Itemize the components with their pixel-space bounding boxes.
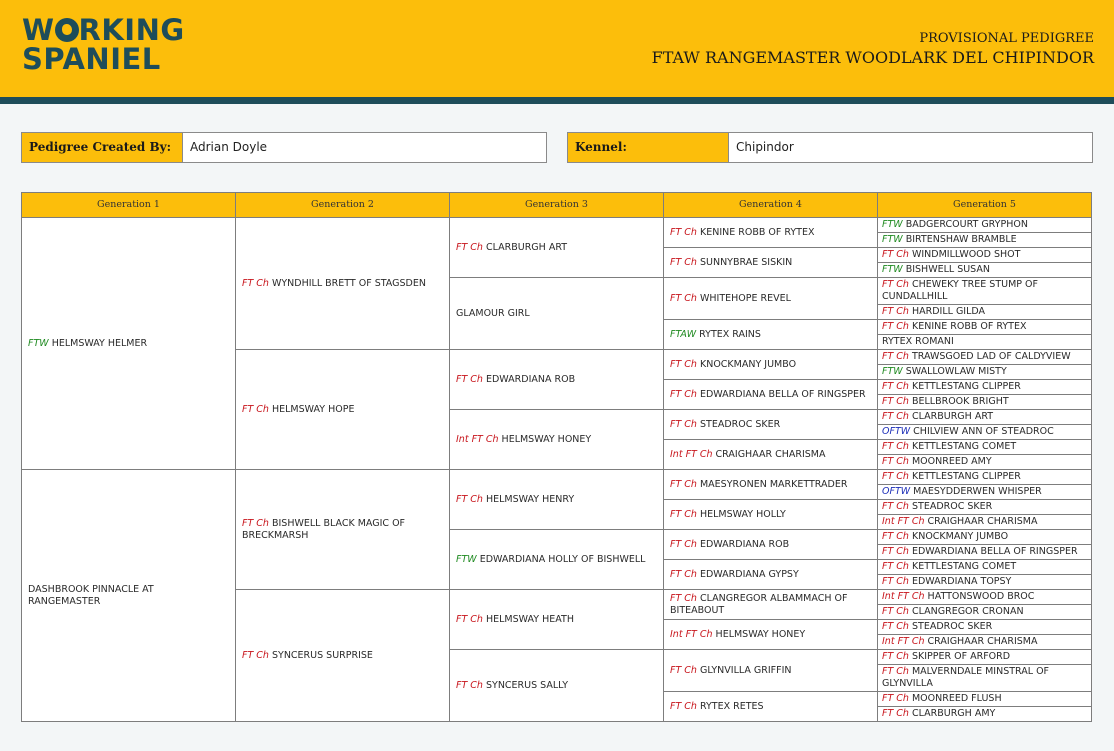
dog-title: FT Ch <box>670 538 697 550</box>
dog-name: SYNCERUS SALLY <box>485 679 568 691</box>
dog-name: MALVERNDALE MINSTRAL OF GLYNVILLA <box>882 666 1050 689</box>
generation-5-dog-29 <box>878 650 1092 665</box>
dog-name: EDWARDIANA TOPSY <box>911 576 1012 587</box>
logo-text-rking: RKING <box>78 13 185 47</box>
dog-title: FT Ch <box>882 576 909 587</box>
generation-3-dog-2 <box>450 278 664 350</box>
generation-1-dog-2 <box>22 470 236 722</box>
logo-line-2: SPANIEL <box>22 42 161 76</box>
generation-3-dog-1 <box>450 218 664 278</box>
generation-4-dog-4 <box>664 320 878 350</box>
dog-title: Int FT Ch <box>456 433 499 445</box>
dog-title: FT Ch <box>670 358 697 370</box>
dog-name: SWALLOWLAW MISTY <box>905 366 1007 377</box>
generation-4-dog-6 <box>664 380 878 410</box>
generation-3-dog-5 <box>450 470 664 530</box>
dog-title: FTW <box>882 234 903 245</box>
dog-name: STEADROC SKER <box>911 621 993 632</box>
generation-2-dog-3 <box>236 470 450 590</box>
pedigree-row <box>22 218 1092 233</box>
dog-name: CLANGREGOR ALBAMMACH OF BITEABOUT <box>670 592 848 616</box>
dog-title: Int FT Ch <box>882 516 925 527</box>
dog-title: FT Ch <box>882 531 909 542</box>
dog-title: Int FT Ch <box>670 628 713 640</box>
generation-1-header: Generation 1 <box>22 193 236 218</box>
dog-name: BISHWELL SUSAN <box>905 264 990 275</box>
dog-name: MAESYDDERWEN WHISPER <box>913 486 1042 497</box>
dog-title: FT Ch <box>882 501 909 512</box>
generation-4-dog-16 <box>664 692 878 722</box>
dog-name: WYNDHILL BRETT OF STAGSDEN <box>271 277 426 289</box>
generation-3-dog-7 <box>450 590 664 650</box>
dog-name: HELMSWAY HONEY <box>715 628 806 640</box>
generation-5-dog-10 <box>878 365 1092 380</box>
dog-title: FT Ch <box>882 693 909 704</box>
generation-5-dog-19 <box>878 500 1092 515</box>
dog-title: Int FT Ch <box>882 636 925 647</box>
dog-title: FT Ch <box>882 441 909 452</box>
generation-5-dog-28 <box>878 635 1092 650</box>
generation-5-dog-2 <box>878 233 1092 248</box>
dog-title: FT Ch <box>670 592 697 604</box>
generation-5-dog-4 <box>878 263 1092 278</box>
dog-name: CRAIGHAAR CHARISMA <box>927 516 1038 527</box>
dog-title: FT Ch <box>670 568 697 580</box>
dog-name: CLANGREGOR CRONAN <box>911 606 1024 617</box>
dog-name: KETTLESTANG CLIPPER <box>911 381 1021 392</box>
generation-3-dog-3 <box>450 350 664 410</box>
pedigree-row <box>22 470 1092 485</box>
generation-5-dog-3 <box>878 248 1092 263</box>
dog-name: STEADROC SKER <box>699 418 781 430</box>
generation-3-dog-8 <box>450 650 664 722</box>
dog-name: HARDILL GILDA <box>911 306 986 317</box>
dog-title: FT Ch <box>882 546 909 557</box>
dog-name: RYTEX ROMANI <box>882 336 954 347</box>
dog-title: FTW <box>882 366 903 377</box>
dog-name: BELLBROOK BRIGHT <box>911 396 1009 407</box>
kennel-field <box>567 132 1093 163</box>
generation-4-dog-14 <box>664 620 878 650</box>
generation-5-dog-30 <box>878 665 1092 692</box>
generation-4-dog-12 <box>664 560 878 590</box>
dog-title: FT Ch <box>670 256 697 268</box>
dog-name: BADGERCOURT GRYPHON <box>905 219 1028 230</box>
created-by-field <box>21 132 547 163</box>
generation-5-dog-20 <box>878 515 1092 530</box>
dog-name: CHEWEKY TREE STUMP OF CUNDALLHILL <box>882 279 1038 302</box>
generation-5-header: Generation 5 <box>878 193 1092 218</box>
dog-title: FT Ch <box>882 279 909 290</box>
dog-title: FT Ch <box>670 418 697 430</box>
dog-name: CLARBURGH AMY <box>911 708 996 719</box>
dog-title: FT Ch <box>456 241 483 253</box>
dog-name: RYTEX RETES <box>699 700 764 712</box>
generation-header-row <box>22 193 1092 218</box>
generation-2-dog-4 <box>236 590 450 722</box>
dog-name: MOONREED FLUSH <box>911 693 1002 704</box>
dog-name: CRAIGHAAR CHARISMA <box>927 636 1038 647</box>
generation-5-dog-14 <box>878 425 1092 440</box>
dog-name: HELMSWAY HEATH <box>485 613 574 625</box>
dog-name: HATTONSWOOD BROC <box>927 591 1035 602</box>
dog-name: KNOCKMANY JUMBO <box>911 531 1009 542</box>
generation-1-dog-1 <box>22 218 236 470</box>
dog-title: FT Ch <box>670 700 697 712</box>
dog-title: FT Ch <box>882 621 909 632</box>
generation-5-dog-27 <box>878 620 1092 635</box>
generation-5-dog-32 <box>878 707 1092 722</box>
dog-title: Int FT Ch <box>670 448 713 460</box>
dog-name: HELMSWAY HONEY <box>501 433 592 445</box>
dog-title: FTW <box>28 337 49 349</box>
dog-name: EDWARDIANA ROB <box>485 373 576 385</box>
generation-5-dog-12 <box>878 395 1092 410</box>
generation-5-dog-9 <box>878 350 1092 365</box>
dog-title: FT Ch <box>670 388 697 400</box>
generation-4-dog-10 <box>664 500 878 530</box>
dog-title: FTW <box>456 553 477 565</box>
generation-4-dog-3 <box>664 278 878 320</box>
dog-name: MOONREED AMY <box>911 456 992 467</box>
dog-title: FT Ch <box>882 561 909 572</box>
dog-name: GLAMOUR GIRL <box>456 307 530 319</box>
generation-4-dog-15 <box>664 650 878 692</box>
dog-name: KNOCKMANY JUMBO <box>699 358 797 370</box>
generation-4-dog-9 <box>664 470 878 500</box>
generation-3-header: Generation 3 <box>450 193 664 218</box>
dog-name: GLYNVILLA GRIFFIN <box>699 664 792 676</box>
dog-name: EDWARDIANA BELLA OF RINGSPER <box>699 388 866 400</box>
dog-name: CLARBURGH ART <box>485 241 568 253</box>
dog-title: FT Ch <box>242 649 269 661</box>
dog-title: FT Ch <box>882 456 909 467</box>
generation-5-dog-26 <box>878 605 1092 620</box>
dog-name: BISHWELL BLACK MAGIC OF BRECKMARSH <box>242 517 406 541</box>
dog-title: FT Ch <box>882 306 909 317</box>
dog-title: FT Ch <box>882 381 909 392</box>
dog-name: MAESYRONEN MARKETTRADER <box>699 478 848 490</box>
dog-title: FT Ch <box>882 471 909 482</box>
dog-title: FT Ch <box>670 226 697 238</box>
generation-5-dog-11 <box>878 380 1092 395</box>
dog-title: FT Ch <box>670 664 697 676</box>
dog-name: CRAIGHAAR CHARISMA <box>715 448 826 460</box>
generation-5-dog-8 <box>878 335 1092 350</box>
dog-title: FT Ch <box>882 651 909 662</box>
generation-5-dog-17 <box>878 470 1092 485</box>
generation-5-dog-23 <box>878 560 1092 575</box>
working-spaniel-logo[interactable] <box>22 13 185 76</box>
dog-name: HELMSWAY HOPE <box>271 403 355 415</box>
dog-name: RYTEX RAINS <box>699 328 761 340</box>
dog-name: HELMSWAY HELMER <box>51 337 148 349</box>
generation-4-dog-11 <box>664 530 878 560</box>
dog-name: HELMSWAY HOLLY <box>699 508 786 520</box>
dog-title: FT Ch <box>670 478 697 490</box>
dog-title: OFTW <box>882 486 911 497</box>
dog-name: KETTLESTANG COMET <box>911 441 1017 452</box>
page-subtitle: PROVISIONAL PEDIGREE <box>919 31 1094 46</box>
generation-5-dog-22 <box>878 545 1092 560</box>
dog-name: TRAWSGOED LAD OF CALDYVIEW <box>911 351 1071 362</box>
generation-5-dog-1 <box>878 218 1092 233</box>
dog-title: FT Ch <box>242 517 269 529</box>
dog-title: FT Ch <box>882 249 909 260</box>
dog-name: WHITEHOPE REVEL <box>699 292 791 304</box>
dog-title: FT Ch <box>670 292 697 304</box>
spaniel-head-icon <box>55 18 79 42</box>
generation-2-dog-2 <box>236 350 450 470</box>
dog-name: KETTLESTANG COMET <box>911 561 1017 572</box>
generation-3-dog-6 <box>450 530 664 590</box>
dog-title: FT Ch <box>456 373 483 385</box>
dog-title: FT Ch <box>882 351 909 362</box>
generation-4-dog-8 <box>664 440 878 470</box>
page-title-block <box>652 31 1094 68</box>
created-by-label: Pedigree Created By: <box>22 133 183 162</box>
dog-name: KENINE ROBB OF RYTEX <box>911 321 1027 332</box>
generation-5-dog-7 <box>878 320 1092 335</box>
dog-name: SKIPPER OF ARFORD <box>911 651 1011 662</box>
dog-name: SYNCERUS SURPRISE <box>271 649 373 661</box>
dog-name: EDWARDIANA BELLA OF RINGSPER <box>911 546 1078 557</box>
dog-name: SUNNYBRAE SISKIN <box>699 256 793 268</box>
page-title: FTAW RANGEMASTER WOODLARK DEL CHIPINDOR <box>651 48 1094 67</box>
dog-name: WINDMILLWOOD SHOT <box>911 249 1021 260</box>
created-by-value: Adrian Doyle <box>190 140 268 154</box>
generation-4-dog-1 <box>664 218 878 248</box>
generation-3-dog-4 <box>450 410 664 470</box>
generation-5-dog-21 <box>878 530 1092 545</box>
generation-2-header: Generation 2 <box>236 193 450 218</box>
kennel-value: Chipindor <box>736 140 794 154</box>
dog-title: FT Ch <box>456 613 483 625</box>
generation-2-dog-1 <box>236 218 450 350</box>
dog-title: FT Ch <box>242 403 269 415</box>
generation-5-dog-15 <box>878 440 1092 455</box>
dog-title: FT Ch <box>456 493 483 505</box>
dog-title: FT Ch <box>456 679 483 691</box>
pedigree-table <box>21 192 1092 722</box>
generation-4-dog-7 <box>664 410 878 440</box>
generation-5-dog-18 <box>878 485 1092 500</box>
generation-5-dog-5 <box>878 278 1092 305</box>
generation-5-dog-16 <box>878 455 1092 470</box>
header-stripe <box>0 97 1114 104</box>
pedigree-body <box>22 218 1092 722</box>
dog-title: FT Ch <box>242 277 269 289</box>
generation-5-dog-24 <box>878 575 1092 590</box>
dog-name: CLARBURGH ART <box>911 411 994 422</box>
generation-5-dog-13 <box>878 410 1092 425</box>
dog-title: Int FT Ch <box>882 591 925 602</box>
dog-title: FT Ch <box>882 321 909 332</box>
dog-title: FT Ch <box>882 396 909 407</box>
dog-name: BIRTENSHAW BRAMBLE <box>905 234 1017 245</box>
dog-name: EDWARDIANA ROB <box>699 538 790 550</box>
dog-name: CHILVIEW ANN OF STEADROC <box>913 426 1054 437</box>
generation-5-dog-6 <box>878 305 1092 320</box>
dog-name: DASHBROOK PINNACLE AT RANGEMASTER <box>28 583 154 607</box>
generation-4-dog-13 <box>664 590 878 620</box>
dog-title: FTW <box>882 264 903 275</box>
dog-name: EDWARDIANA HOLLY OF BISHWELL <box>479 553 646 565</box>
dog-name: STEADROC SKER <box>911 501 993 512</box>
generation-4-dog-2 <box>664 248 878 278</box>
dog-title: FT Ch <box>670 508 697 520</box>
dog-title: FT Ch <box>882 411 909 422</box>
dog-name: KETTLESTANG CLIPPER <box>911 471 1021 482</box>
dog-name: HELMSWAY HENRY <box>485 493 575 505</box>
dog-title: FT Ch <box>882 606 909 617</box>
logo-line-1 <box>22 13 185 47</box>
kennel-label: Kennel: <box>568 133 729 162</box>
logo-text-w: W <box>22 13 55 47</box>
generation-5-dog-25 <box>878 590 1092 605</box>
generation-4-dog-5 <box>664 350 878 380</box>
dog-name: EDWARDIANA GYPSY <box>699 568 799 580</box>
dog-title: FTAW <box>670 328 697 340</box>
dog-title: FTW <box>882 219 903 230</box>
dog-title: FT Ch <box>882 666 909 677</box>
dog-title: OFTW <box>882 426 911 437</box>
generation-4-header: Generation 4 <box>664 193 878 218</box>
generation-5-dog-31 <box>878 692 1092 707</box>
dog-title: FT Ch <box>882 708 909 719</box>
dog-name: KENINE ROBB OF RYTEX <box>699 226 815 238</box>
